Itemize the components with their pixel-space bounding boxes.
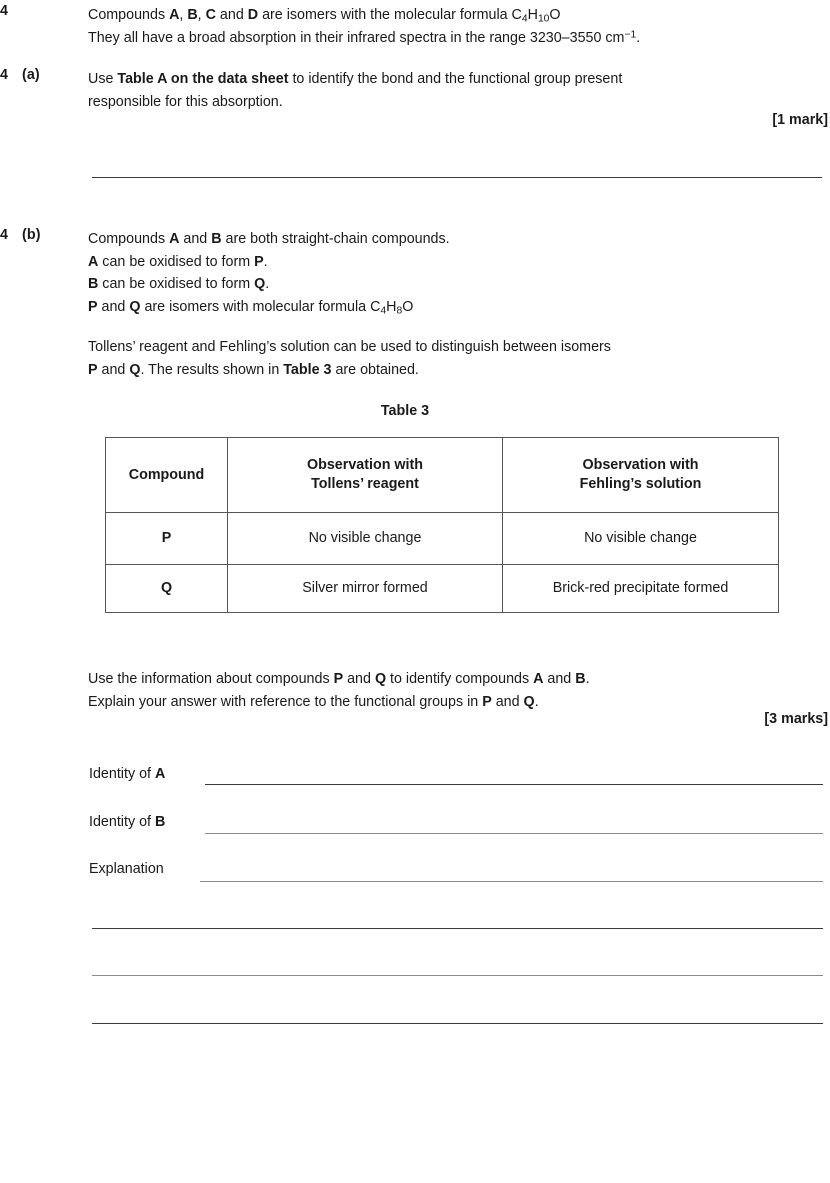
label-identity-of-a: Identity of A	[89, 766, 166, 782]
table-3	[105, 437, 779, 613]
question-number: 4	[0, 227, 9, 243]
answer-line-blank-3[interactable]	[92, 1023, 823, 1024]
table-header-compound	[106, 438, 228, 513]
q4b-intro-line-4: P and Q are isomers with molecular formula $C_4H_8O$	[88, 298, 414, 316]
header-text-line2: Fehling’s solution	[579, 476, 702, 492]
cell-tollens: Silver mirror formed	[228, 565, 503, 613]
q4a-line-2: responsible for this absorption.	[88, 93, 283, 110]
table-row	[106, 513, 779, 565]
q4b-tollens-paragraph	[88, 336, 824, 381]
table-header-tollens	[228, 438, 503, 513]
question-4a-text	[88, 68, 824, 113]
table-header-row	[106, 438, 779, 513]
answer-line-4a-1[interactable]	[92, 177, 822, 178]
question-part-label: (b)	[22, 227, 41, 243]
q4b-tollens-line-1: Tollens’ reagent and Fehling’s solution can be used to distinguish between isomers	[88, 339, 611, 355]
cell-fehlings: No visible change	[503, 513, 779, 565]
cell-tollens: No visible change	[228, 513, 503, 565]
marks-4a: [1 mark]	[772, 112, 828, 128]
q4b-question-line-2: Explain your answer with reference to the functional groups in P and Q.	[88, 693, 539, 710]
cell-compound: P	[106, 513, 228, 565]
label-identity-of-b: Identity of B	[89, 814, 166, 830]
stem-line-1: Compounds A, B, C and D are isomers with the molecular formula $C_4H_{10}O$	[88, 7, 561, 25]
q4b-intro-line-1: Compounds A and B are both straight-chain compounds.	[88, 231, 450, 247]
q4a-line-1: Use Table A on the data sheet to identify the bond and the functional group present	[88, 71, 623, 87]
answer-line-identity-b[interactable]	[205, 833, 823, 834]
header-text-line1: Observation with	[582, 457, 699, 473]
question-4b-intro	[88, 228, 824, 318]
table-header-fehlings	[503, 438, 779, 513]
answer-line-identity-a[interactable]	[205, 784, 823, 785]
answer-line-explanation[interactable]	[200, 881, 823, 882]
stem-line-2: They all have a broad absorption in their infrared spectra in the range 3230–3550 $cm^{-1}$.	[88, 28, 641, 46]
label-explanation: Explanation	[89, 861, 164, 877]
cell-compound: Q	[106, 565, 228, 613]
table-3-caption: Table 3	[380, 403, 430, 419]
answer-line-blank-2[interactable]	[92, 975, 823, 976]
q4b-question-paragraph	[88, 668, 824, 713]
question-stem-text	[88, 4, 824, 49]
header-text-line1: Observation with	[307, 457, 423, 473]
header-text: Compound	[128, 466, 205, 483]
question-number-4	[0, 4, 88, 18]
question-part-label: (a)	[22, 67, 40, 83]
q4b-intro-line-2: A can be oxidised to form P.	[88, 253, 268, 270]
question-number: 4	[0, 67, 9, 83]
question-number: 4	[0, 3, 9, 19]
question-number-4a	[0, 68, 88, 82]
header-text-line2: Tollens’ reagent	[311, 476, 419, 492]
q4b-intro-line-3: B can be oxidised to form Q.	[88, 276, 270, 292]
question-number-4b	[0, 228, 88, 242]
table-row	[106, 565, 779, 613]
q4b-question-line-1: Use the information about compounds P and Q to identify compounds A and B.	[88, 671, 590, 687]
cell-fehlings: Brick-red precipitate formed	[503, 565, 779, 613]
q4b-tollens-line-2: P and Q. The results shown in Table 3 are obtained.	[88, 361, 419, 378]
marks-4b: [3 marks]	[764, 711, 828, 727]
answer-line-blank-1[interactable]	[92, 928, 823, 929]
